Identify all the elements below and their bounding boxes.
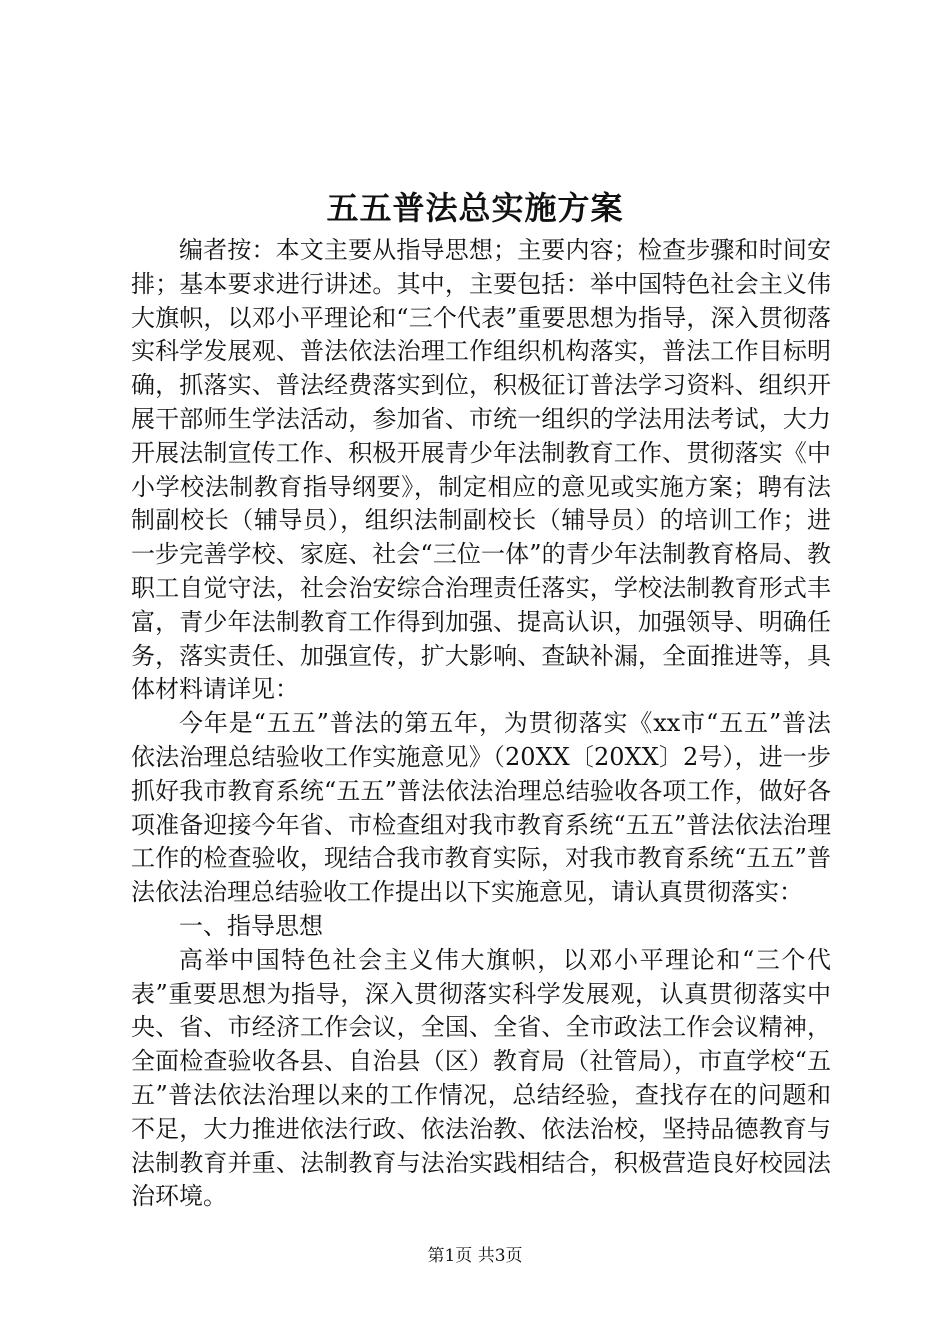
editor-note-paragraph: 编者按：本文主要从指导思想；主要内容；检查步骤和时间安排；基本要求进行讲述。其中，主要包括：举中国特色社会主义伟大旗帜，以邓小平理论和“三个代表”重要思想为指导，深入贯彻落实科学发展观、普法依法治理工作组织机构落实，普法工作目标明确，抓落实、普法经费落实到位，积极征订普法学习资料、组织开展干部师生学法活动，参加省、市统一组织的学法用法考试，大力开展法制宣传工作、积极开展青少年法制教育工作、贯彻落实《中小学校法制教育指导纲要》，制定相应的意见或实施方案；聘有法制副校长（辅导员），组织法制副校长（辅导员）的培训工作；进一步完善学校、家庭、社会“三位一体”的青少年法制教育格局、教职工自觉守法，社会治安综合治理责任落实，学校法制教育形式丰富，青少年法制教育工作得到加强、提高认识，加强领导、明确任务，落实责任、加强宣传，扩大影响、查缺补漏，全面推进等，具体材料请详见： bbox=[131, 236, 831, 704]
section-heading-guiding-ideology: 一、指导思想 bbox=[179, 911, 323, 940]
page-title: 五五普法总实施方案 bbox=[326, 189, 624, 227]
guiding-ideology-paragraph: 高举中国特色社会主义伟大旗帜，以邓小平理论和“三个代表”重要思想为指导，深入贯彻落实科学发展观，认真贯彻落实中央、省、市经济工作会议，全国、全省、全市政法工作会议精神，全面检查验收各县、自治县（区）教育局（社管局），市直学校“五五”普法依法治理以来的工作情况，总结经验，查找存在的问题和不足，大力推进依法行政、依法治教、依法治校，坚持品德教育与法制教育并重、法制教育与法治实践相结合，积极营造良好校园法治环境。 bbox=[131, 945, 831, 1211]
document-body bbox=[131, 234, 831, 1214]
intro-paragraph: 今年是“五五”普法的第五年，为贯彻落实《xx市“五五”普法依法治理总结验收工作实施意见》（20XX〔20XX〕2号），进一步抓好我市教育系统“五五”普法依法治理总结验收各项工作，做好各项准备迎接今年省、市检查组对我市教育系统“五五”普法依法治理工作的检查验收，现结合我市教育实际，对我市教育系统“五五”普法依法治理总结验收工作提出以下实施意见，请认真贯彻落实： bbox=[131, 709, 831, 907]
page-footer: 第1页 共3页 bbox=[427, 1246, 523, 1266]
